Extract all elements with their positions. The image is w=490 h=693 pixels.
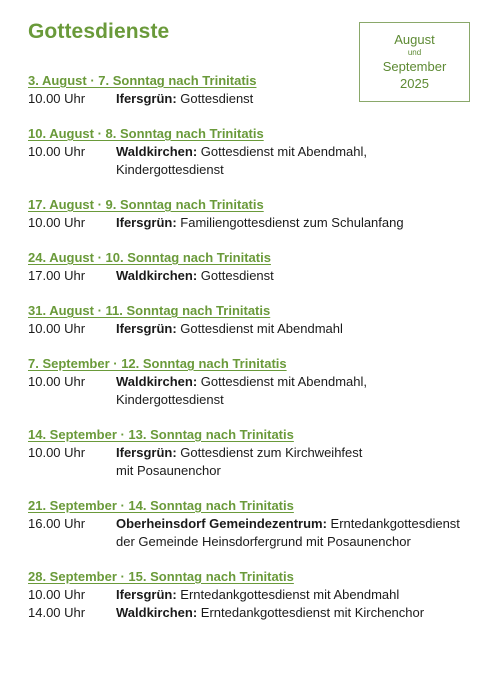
service-description-line — [116, 515, 468, 533]
service-day-heading: 31. August · 11. Sonntag nach Trinitatis — [28, 303, 271, 318]
service-description — [116, 373, 468, 409]
service-description — [116, 214, 468, 232]
service-day-heading: 7. September · 12. Sonntag nach Trinitatis — [28, 356, 287, 371]
service-text: Gottesdienst mit Abendmahl, — [200, 144, 367, 159]
service-day-heading: 3. August · 7. Sonntag nach Trinitatis — [28, 73, 257, 88]
service-description — [116, 320, 468, 338]
service-entry — [28, 214, 468, 232]
service-description-line — [116, 604, 468, 622]
service-text: Gottesdienst — [200, 268, 274, 283]
service-day-heading: 17. August · 9. Sonntag nach Trinitatis — [28, 197, 264, 212]
period-year: 2025 — [400, 76, 429, 91]
service-day-heading: 14. September · 13. Sonntag nach Trinitatis — [28, 427, 294, 442]
service-day — [28, 355, 468, 409]
service-day-heading: 28. September · 15. Sonntag nach Trinitatis — [28, 569, 294, 584]
service-description-line — [116, 320, 468, 338]
service-text: Erntedankgottesdienst — [330, 516, 460, 531]
period-conjunction: und — [407, 48, 422, 57]
service-description-line — [116, 586, 468, 604]
service-description-line — [116, 373, 468, 391]
period-month-2: September — [382, 59, 447, 74]
service-day-heading: 21. September · 14. Sonntag nach Trinitatis — [28, 498, 294, 513]
service-text: Erntedankgottesdienst mit Kirchenchor — [200, 605, 425, 620]
service-description — [116, 586, 468, 604]
service-day — [28, 426, 468, 480]
service-text: Gottesdienst — [180, 91, 254, 106]
service-description — [116, 604, 468, 622]
service-time: 10.00 Uhr — [28, 587, 86, 602]
service-description-line — [116, 267, 468, 285]
service-day — [28, 249, 468, 285]
service-entry — [28, 515, 468, 551]
service-location: Waldkirchen: — [116, 374, 198, 389]
service-time: 16.00 Uhr — [28, 516, 86, 531]
service-text: Gottesdienst zum Kirchweihfest — [180, 445, 363, 460]
service-day — [28, 497, 468, 551]
service-description-line — [116, 143, 468, 161]
service-entry — [28, 444, 468, 480]
service-time: 10.00 Uhr — [28, 91, 86, 106]
service-time: 17.00 Uhr — [28, 268, 86, 283]
service-entry — [28, 90, 468, 108]
service-location: Ifersgrün: — [116, 215, 177, 230]
service-day-heading: 24. August · 10. Sonntag nach Trinitatis — [28, 250, 271, 265]
service-day — [28, 568, 468, 622]
service-entry — [28, 143, 468, 179]
service-description — [116, 444, 468, 480]
service-time: 10.00 Uhr — [28, 374, 86, 389]
service-description-line — [116, 214, 468, 232]
service-location: Ifersgrün: — [116, 321, 177, 336]
service-text-continued: mit Posaunenchor — [116, 463, 221, 478]
service-day — [28, 72, 468, 108]
service-location: Ifersgrün: — [116, 587, 177, 602]
service-text-continued: Kindergottesdienst — [116, 392, 224, 407]
service-description — [116, 143, 468, 179]
service-location: Ifersgrün: — [116, 91, 177, 106]
service-day-heading: 10. August · 8. Sonntag nach Trinitatis — [28, 126, 264, 141]
service-text: Gottesdienst mit Abendmahl — [180, 321, 343, 336]
service-time: 14.00 Uhr — [28, 605, 86, 620]
service-text-continued: der Gemeinde Heinsdorfergrund mit Posaunenchor — [116, 534, 411, 549]
service-location: Waldkirchen: — [116, 144, 198, 159]
service-text-continued: Kindergottesdienst — [116, 162, 224, 177]
service-entry — [28, 586, 468, 604]
service-description-line — [116, 90, 468, 108]
service-entry — [28, 604, 468, 622]
service-day — [28, 196, 468, 232]
service-text: Familiengottesdienst zum Schulanfang — [180, 215, 404, 230]
service-entry — [28, 267, 468, 285]
service-day — [28, 302, 468, 338]
page-title: Gottesdienste — [28, 20, 170, 43]
service-time: 10.00 Uhr — [28, 445, 86, 460]
service-day — [28, 125, 468, 179]
period-month-1: August — [394, 32, 435, 47]
service-time: 10.00 Uhr — [28, 144, 86, 159]
service-entry — [28, 320, 468, 338]
service-location: Ifersgrün: — [116, 445, 177, 460]
service-description — [116, 90, 468, 108]
service-list — [28, 72, 468, 639]
service-time: 10.00 Uhr — [28, 215, 86, 230]
service-text: Erntedankgottesdienst mit Abendmahl — [180, 587, 400, 602]
service-description — [116, 515, 468, 551]
service-location: Waldkirchen: — [116, 605, 198, 620]
service-location: Waldkirchen: — [116, 268, 198, 283]
service-text: Gottesdienst mit Abendmahl, — [200, 374, 367, 389]
service-time: 10.00 Uhr — [28, 321, 86, 336]
service-entry — [28, 373, 468, 409]
service-location: Oberheinsdorf Gemeindezentrum: — [116, 516, 327, 531]
service-description — [116, 267, 468, 285]
service-description-line — [116, 444, 468, 462]
